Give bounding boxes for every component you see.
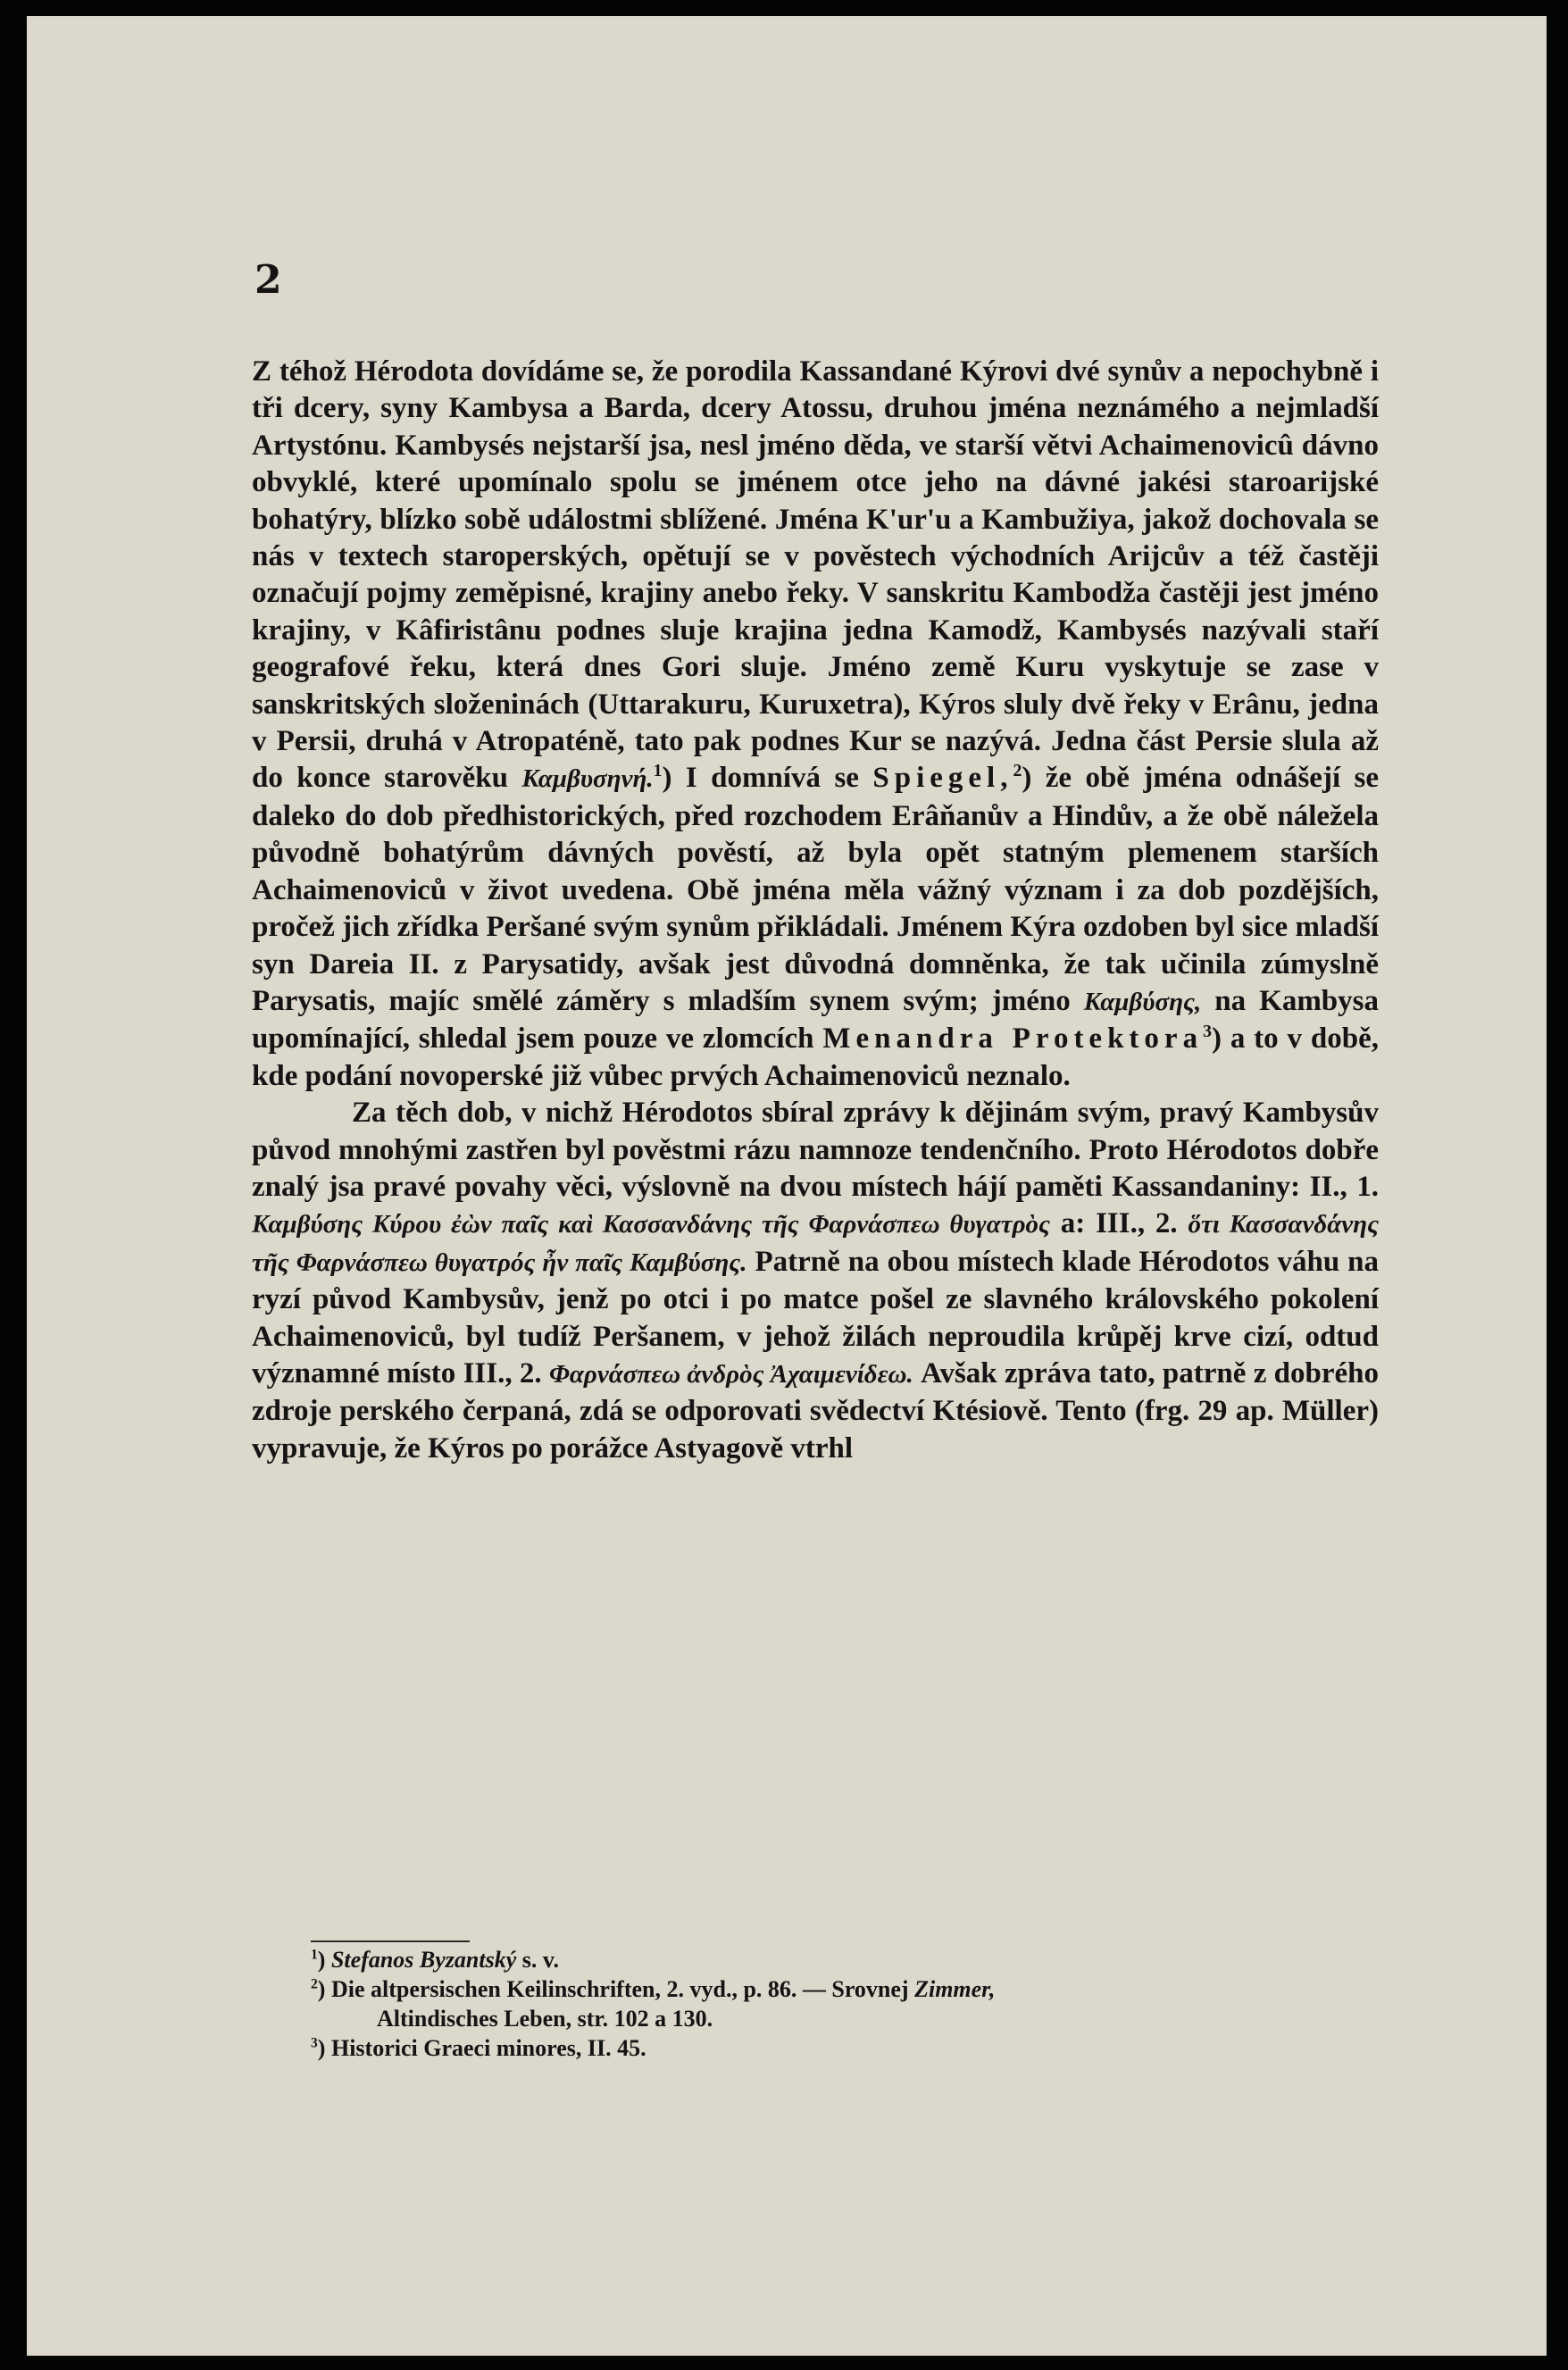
paragraph-text: ) že obě jména odnášejí se daleko do dob předhistorických, před rozchodem Erâňanův a Hindův, a že obě náležela původně bohatýrům dávných pověstí, až byla opět statným plemenem starších Achaimenoviců v život uvedena. Obě jména měla vážný význam i za dob pozdějších, pročež jich zřídka Peršané svým synům přikládali. Jménem Kýra ozdoben byl sice mladší syn Dareia II. z Parysatidy, avšak jest důvodná domněnka, že tak učinila zúmyslně Parysatis, majíc smělé záměry s mladším synem svým; jméno bbox=[252, 762, 1380, 1017]
footnote-text: s. v. bbox=[521, 1947, 559, 1973]
footnote: $^2$) Die altpersischen Keilinschriften, 2. vyd., p. 86. — Srovnej Zimmer, bbox=[311, 1976, 996, 2002]
footnote-text: Die altpersischen Keilinschriften, 2. vyd., p. 86. — Srovnej bbox=[330, 1976, 909, 2002]
paragraph-text: Avšak zpráva tato, patrně z dobrého zdroje perského čerpaná, zdá se odporovati svědectví Ktésiově. Tento (frg. 29 ap. Müller) vypravuje, že Kýros po porážce Astyagově vtrhl bbox=[252, 1356, 1380, 1465]
paragraph bbox=[252, 354, 1379, 1095]
footnotes bbox=[311, 1945, 1382, 2063]
paragraph-text: Z téhož Hérodota dovídáme se, že porodila Kassandané Kýrovi dvé synův a nepochybně i tři dcery, syny Kambysa a Barda, dcery Atossu, druhou jména neznámého a nejmladší Artystónu. Kambysés nejstarší jsa, nesl jméno děda, ve starší větvi Achaimenovicû dávno obvyklé, které upomínalo spolu se jménem otce jeho na dávné jakési staroarijské bohatýry, blízko sobě událostmi sblížené. Jména K'ur'u a Kambužiya, jakož dochovala se nás v textech staroperských, opětují se v pověstech východních Arijcův a též častěji označují pojmy zeměpisné, krajiny anebo řeky. V sanskritu Kambodža častěji jest jméno krajiny, v Kâfiristânu podnes sluje krajina jedna Kamodž, Kambysés nazývali staří geografové řeku, která dnes Gori sluje. Jméno země Kuru vyskytuje se zase v sanskritských složeninách (Uttarakuru, Kuruxetra), Kýros sluly dvě řeky v Erânu, jedna v Persii, druhá v Atropaténě, tato pak podnes Kur se nazývá. Jedna část Persie slula až do konce starověku bbox=[252, 355, 1379, 795]
paragraph-text: ) I domnívá se bbox=[662, 762, 859, 795]
footnote-author: Zimmer, bbox=[914, 1976, 996, 2002]
paragraph-text: na Kambysa upomínající, shledal jsem pouze ve zlomcích bbox=[252, 984, 1379, 1056]
greek-quote: Φαρνάσπεω ἀνδρὸς Ἀχαιμενίδεω. bbox=[548, 1359, 913, 1389]
paragraph-text: Patrně na obou místech klade Hérodotos váhu na ryzí původ Kambysův, jenž po otci i po matce pošel ze slavného královského pokolení Achaimenoviců, byl tudíž Peršanem, v jehož žilách neproudila krůpěj krve cizí, odtud významné místo III., 2. bbox=[252, 1245, 1380, 1389]
footnote: $^3$) Historici Graeci minores, II. 45. bbox=[311, 2035, 646, 2061]
book-page bbox=[27, 16, 1547, 2356]
footnote-mark: 1 bbox=[311, 1947, 318, 1963]
footnote-divider bbox=[311, 1940, 470, 1942]
paragraph-text: Za těch dob, v nichž Hérodotos sbíral zprávy k dějinám svým, pravý Kambysův původ mnohými zastřen byl pověstmi rázu namnoze tendenčního. Proto Hérodotos dobře znalý jsa pravé povahy věci, výslovně na dvou místech hájí paměti Kassandaniny: II., 1. bbox=[252, 1097, 1379, 1203]
footnote-continuation: Altindisches Leben, str. 102 a 130. bbox=[377, 2006, 713, 2032]
footnote-mark: 2 bbox=[311, 1976, 318, 1992]
greek-quote: Καμβύσης Κύρου ἐὼν παῖς καὶ Κασσανδάνης τῆς Φαρνάσπεω θυγατρὸς bbox=[252, 1210, 1050, 1239]
footnote-author: Stefanos Byzantský bbox=[330, 1947, 517, 1973]
greek-word: Καμβυσηνή. bbox=[521, 764, 654, 794]
paragraph bbox=[252, 1095, 1379, 1467]
footnote-ref: 3 bbox=[1203, 1022, 1212, 1042]
paragraph-text: ) a to v době, kde podání novoperské již vůbec prvých Achaimenoviců neznalo. bbox=[252, 1022, 1379, 1092]
footnote-text: Historici Graeci minores, II. 45. bbox=[330, 2035, 646, 2061]
paragraph-text: a: III., 2. bbox=[1060, 1207, 1178, 1240]
footnote-mark: 3 bbox=[311, 2035, 318, 2051]
author-name: Spiegel, bbox=[872, 762, 1013, 795]
footnote-ref: 2 bbox=[1013, 761, 1022, 781]
greek-quote: ὅτι Κασσανδάνης τῆς Φαρνάσπεω θυγατρός ἦν παῖς Καμβύσης. bbox=[252, 1210, 1380, 1277]
page-number: 2 bbox=[254, 257, 282, 303]
footnote: $^1$) Stefanos Byzantský s. v. bbox=[311, 1947, 559, 1973]
author-name: Menandra Protektora bbox=[822, 1022, 1204, 1056]
body-text bbox=[252, 354, 1379, 1467]
footnote-ref: 1 bbox=[653, 761, 663, 781]
greek-word: Καμβύσης, bbox=[1083, 987, 1202, 1016]
